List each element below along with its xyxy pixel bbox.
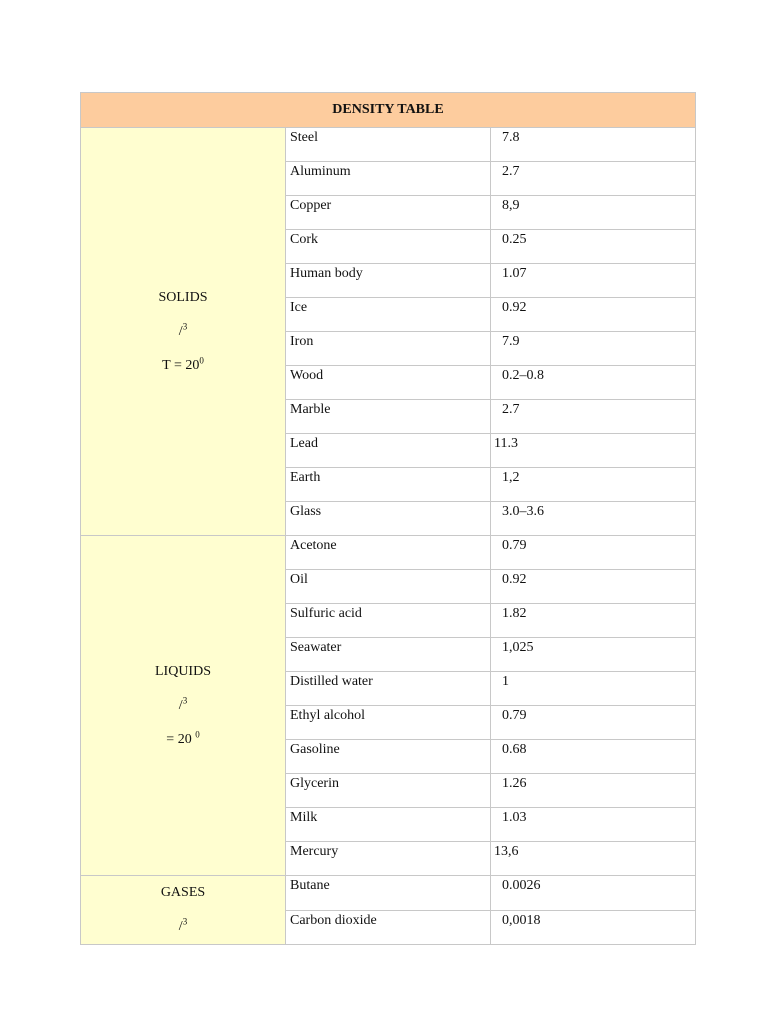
group-unit-exponent: 3	[182, 320, 188, 331]
group-temperature-text: = 20	[166, 731, 196, 747]
density-value: 7.8	[491, 128, 696, 162]
substance-name: Seawater	[286, 638, 491, 672]
group-unit	[81, 315, 285, 349]
substance-name: Mercury	[286, 842, 491, 876]
density-value: 11.3	[491, 434, 696, 468]
group-unit-text: /	[178, 697, 183, 713]
density-value: 0.79	[491, 706, 696, 740]
density-value: 3.0–3.6	[491, 502, 696, 536]
group-temperature	[81, 349, 285, 383]
substance-name: Wood	[286, 366, 491, 400]
substance-name: Earth	[286, 468, 491, 502]
table-title: DENSITY TABLE	[81, 93, 696, 128]
substance-name: Acetone	[286, 536, 491, 570]
substance-name: Ice	[286, 298, 491, 332]
density-value: 1.26	[491, 774, 696, 808]
substance-name: Glycerin	[286, 774, 491, 808]
group-unit-exponent: 3	[182, 916, 188, 927]
group-temperature-text: T = 20	[162, 357, 200, 373]
density-value: 0.79	[491, 536, 696, 570]
density-value: 0.25	[491, 230, 696, 264]
group-temperature-exponent: 0	[199, 354, 204, 365]
density-value: 0.2–0.8	[491, 366, 696, 400]
substance-name: Cork	[286, 230, 491, 264]
density-value: 1.82	[491, 604, 696, 638]
density-value: 1,025	[491, 638, 696, 672]
density-value: 0.92	[491, 298, 696, 332]
group-name: SOLIDS	[158, 289, 208, 305]
substance-name: Aluminum	[286, 162, 491, 196]
title-row	[81, 93, 696, 128]
density-value: 0.68	[491, 740, 696, 774]
density-value: 13,6	[491, 842, 696, 876]
table-row	[81, 128, 696, 162]
substance-name: Human body	[286, 264, 491, 298]
group-name: LIQUIDS	[155, 663, 211, 679]
substance-name: Steel	[286, 128, 491, 162]
density-value: 1.03	[491, 808, 696, 842]
substance-name: Lead	[286, 434, 491, 468]
table-row	[81, 876, 696, 911]
density-value: 0.92	[491, 570, 696, 604]
group-unit-text: /	[178, 919, 183, 934]
group-label-gases	[81, 876, 286, 945]
substance-name: Marble	[286, 400, 491, 434]
substance-name: Iron	[286, 332, 491, 366]
density-value: 0,0018	[491, 910, 696, 945]
group-temperature-exponent: 0	[195, 728, 200, 739]
substance-name: Ethyl alcohol	[286, 706, 491, 740]
substance-name: Distilled water	[286, 672, 491, 706]
group-name: GASES	[160, 885, 206, 900]
group-label-liquids	[81, 536, 286, 876]
density-value: 1	[491, 672, 696, 706]
density-value: 1.07	[491, 264, 696, 298]
density-value: 0.0026	[491, 876, 696, 911]
substance-name: Oil	[286, 570, 491, 604]
table-row	[81, 536, 696, 570]
group-unit	[81, 910, 285, 944]
group-unit	[81, 689, 285, 723]
substance-name: Milk	[286, 808, 491, 842]
group-temperature	[81, 723, 285, 757]
group-label-solids	[81, 128, 286, 536]
substance-name: Glass	[286, 502, 491, 536]
density-value: 8,9	[491, 196, 696, 230]
group-unit-text: /	[178, 323, 183, 339]
density-table	[80, 92, 696, 945]
substance-name: Butane	[286, 876, 491, 911]
substance-name: Carbon dioxide	[286, 910, 491, 945]
group-unit-exponent: 3	[182, 694, 188, 705]
density-value: 2.7	[491, 400, 696, 434]
density-value: 1,2	[491, 468, 696, 502]
density-value: 2.7	[491, 162, 696, 196]
substance-name: Sulfuric acid	[286, 604, 491, 638]
substance-name: Gasoline	[286, 740, 491, 774]
density-value: 7.9	[491, 332, 696, 366]
substance-name: Copper	[286, 196, 491, 230]
